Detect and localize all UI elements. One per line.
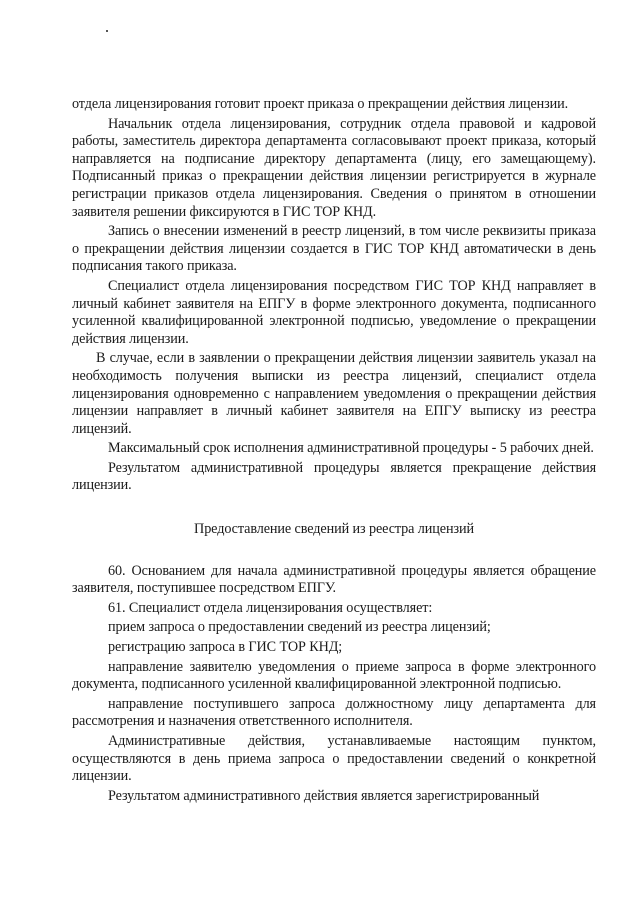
list-item-receive-request: прием запроса о предоставлении сведений из реестра лицензий;: [108, 619, 491, 636]
paragraph-notification: Специалист отдела лицензирования посредством ГИС ТОР КНД направляет в личный кабинет заявителя на ЕПГУ в форме электронного документа, подписанного усиленной квалифицированной электронной подписью, уведомление о прекращении действия лицензии.: [72, 277, 596, 347]
scan-dot: [106, 30, 108, 32]
section-heading: Предоставление сведений из реестра лицензий: [194, 521, 474, 538]
paragraph-continuation: отдела лицензирования готовит проект приказа о прекращении действия лицензии.: [72, 96, 569, 112]
paragraph-registry-record: Запись о внесении изменений в реестр лицензий, в том числе реквизиты приказа о прекращении действия лицензии создается в ГИС ТОР КНД автоматически в день подписания такого приказа.: [72, 223, 596, 275]
paragraph-60: 60. Основанием для начала административной процедуры является обращение заявителя, поступившее посредством ЕПГУ.: [72, 562, 596, 597]
list-item-register-request: регистрацию запроса в ГИС ТОР КНД;: [108, 639, 343, 656]
paragraph-result: Результатом административной процедуры является прекращение действия лицензии.: [72, 459, 596, 494]
list-item-forward-request: направление поступившего запроса должностному лицу департамента для рассмотрения и назначения ответственного исполнителя.: [72, 695, 596, 730]
paragraph-actions-timing: Административные действия, устанавливаемые настоящим пунктом, осуществляются в день приема запроса о предоставлении сведений о конкретной лицензии.: [72, 733, 596, 785]
paragraph-action-result: Результатом административного действия является зарегистрированный: [108, 787, 540, 804]
document-body: [72, 96, 596, 807]
paragraph-approval: Начальник отдела лицензирования, сотрудник отдела правовой и кадровой работы, заместитель директора департамента согласовывают проект приказа, который направляется на подписание директору департамента (лицу, его замещающему). Подписанный приказ о прекращении действия лицензии регистрируется в журнале регистрации приказов отдела лицензирования. Сведения о принятом в отношении заявителя решении фиксируются в ГИС ТОР КНД.: [72, 115, 596, 220]
paragraph-extract: В случае, если в заявлении о прекращении действия лицензии заявитель указал на необходимость получения выписки из реестра лицензий, специалист отдела лицензирования одновременно с направлением уведомления о прекращении действия лицензии направляет в личный кабинет заявителя на ЕПГУ выписку из реестра лицензий.: [72, 350, 596, 437]
paragraph-deadline: Максимальный срок исполнения административной процедуры - 5 рабочих дней.: [108, 440, 594, 457]
list-item-send-notification: направление заявителю уведомления о приеме запроса в форме электронного документа, подписанного усиленной квалифицированной электронной подписью.: [72, 658, 596, 693]
paragraph-61: 61. Специалист отдела лицензирования осуществляет:: [108, 599, 433, 616]
